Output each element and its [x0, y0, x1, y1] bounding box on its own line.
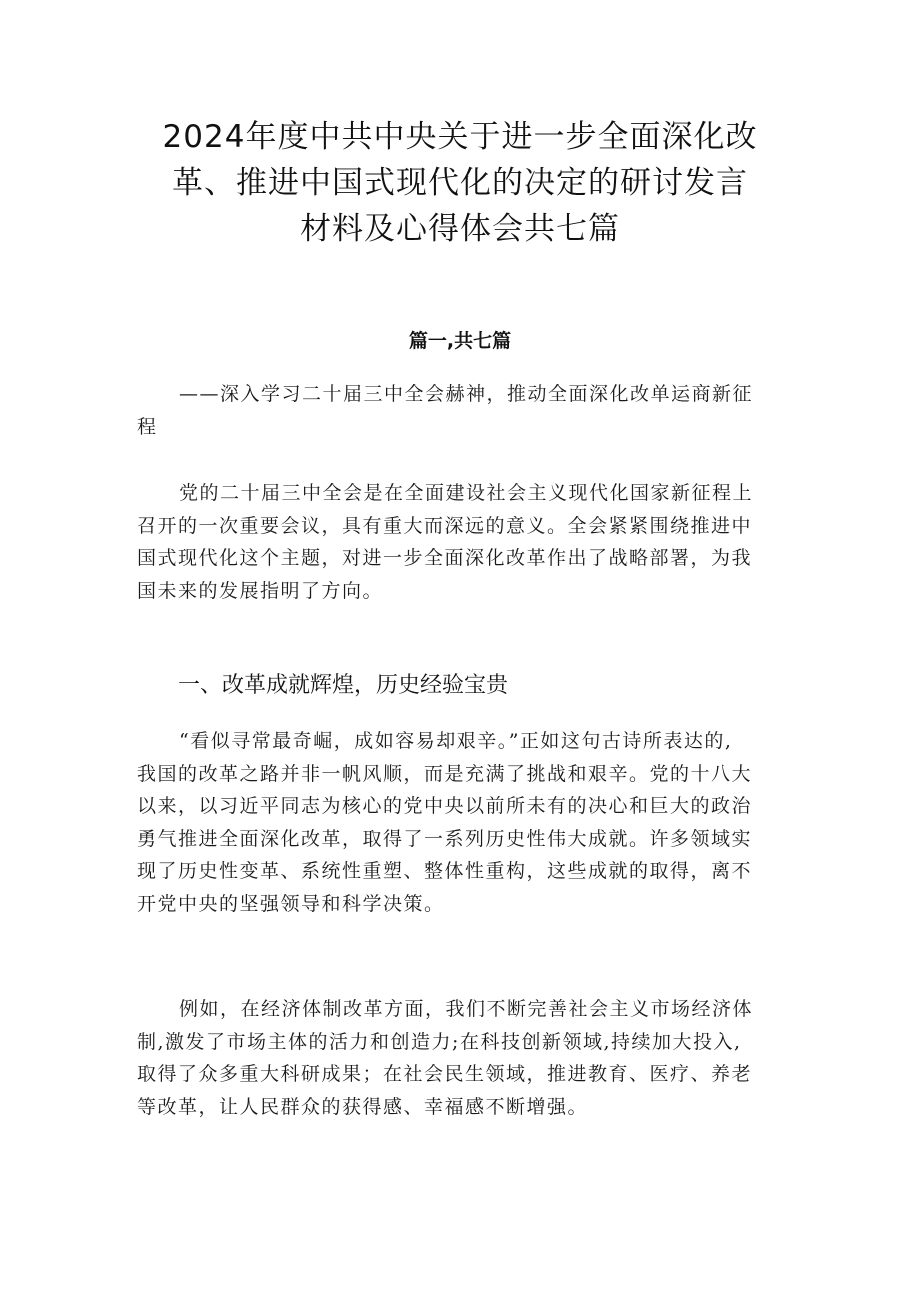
paragraph-line: 开党中央的坚强领导和科学决策。 [137, 892, 445, 915]
byline [137, 378, 791, 443]
byline-line: 程 [137, 415, 158, 438]
title-line: 材料及心得体会共七篇 [300, 211, 620, 247]
paragraph-line: 制,激发了市场主体的活力和创造力;在科技创新领域,持续加大投入, [137, 1030, 742, 1053]
intro-paragraph [137, 477, 791, 607]
paragraph-line: “看似寻常最奇崛，成如容易却艰辛。”正如这句古诗所表达的, [179, 730, 733, 752]
paragraph-line: 取得了众多重大科研成果；在社会民生领域，推进教育、医疗、养老 [137, 1063, 753, 1085]
paragraph-line: 例如，在经济体制改革方面，我们不断完善社会主义市场经济体 [179, 998, 754, 1020]
title-line: 2024年度中共中央关于进一步全面深化改 [162, 119, 758, 155]
paragraph-line: 国式现代化这个主题，对进一步全面深化改革作出了战略部署，为我 [137, 547, 753, 569]
title-line: 革、推进中国式现代化的决定的研讨发言 [172, 165, 748, 201]
body-paragraph-2 [137, 993, 791, 1123]
body-paragraph-1 [137, 725, 791, 920]
paragraph-line: 召开的一次重要会议，具有重大而深远的意义。全会紧紧围绕推进中 [137, 514, 753, 537]
section-heading: 一、改革成就辉煌，历史经验宝贵 [178, 673, 509, 698]
part-heading: 篇一,共七篇 [408, 330, 512, 352]
paragraph-line: 以来，以习近平同志为核心的党中央以前所未有的决心和巨大的政治 [137, 795, 753, 817]
paragraph-line: 我国的改革之路并非一帆风顺，而是充满了挑战和艰辛。党的十八大 [137, 762, 753, 785]
paragraph-line: 现了历史性变革、系统性重塑、整体性重构，这些成就的取得，离不 [137, 860, 753, 882]
paragraph-line: 国未来的发展指明了方向。 [137, 579, 384, 602]
paragraph-line: 党的二十届三中全会是在全面建设社会主义现代化国家新征程上 [179, 482, 754, 504]
document-title [120, 114, 800, 252]
byline-line: ——深入学习二十届三中全会赫神，推动全面深化改单运商新征 [179, 383, 754, 405]
paragraph-line: 等改革，让人民群众的获得感、幸福感不断增强。 [137, 1095, 589, 1118]
paragraph-line: 勇气推进全面深化改革，取得了一系列历史性伟大成就。许多领域实 [137, 827, 753, 850]
